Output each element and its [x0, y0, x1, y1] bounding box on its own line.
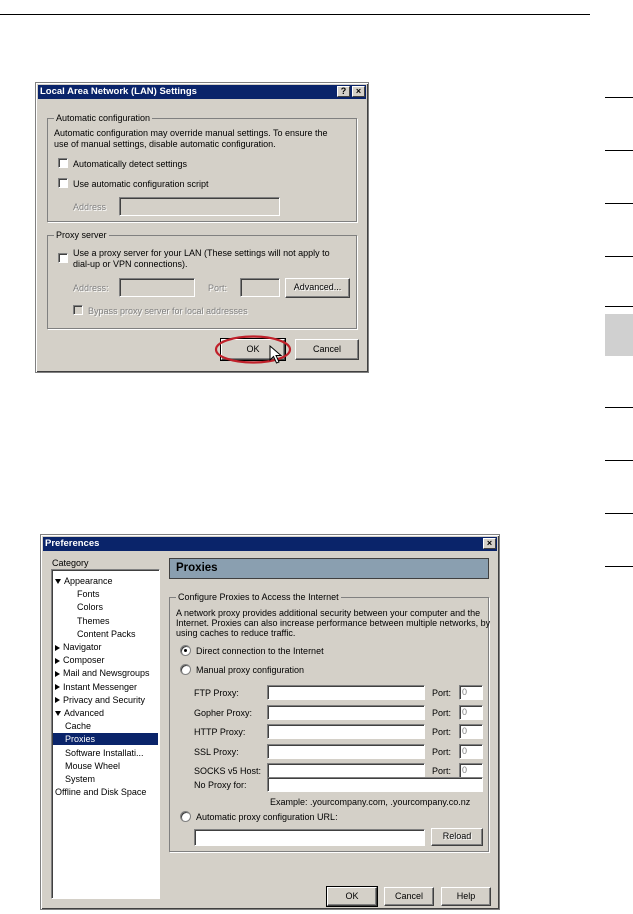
configure-proxies-legend: Configure Proxies to Access the Internet: [178, 592, 339, 602]
tree-item-label: Offline and Disk Space: [55, 787, 147, 798]
tree-item-label: Privacy and Security: [63, 694, 146, 705]
close-title-button[interactable]: ×: [352, 86, 365, 97]
reload-button[interactable]: Reload: [431, 828, 483, 846]
panel-header: [169, 558, 489, 579]
auto-script-checkbox[interactable]: [58, 178, 68, 188]
tree-item-label: System: [65, 774, 96, 784]
auto-config-group: [47, 113, 357, 222]
proxy-port-field[interactable]: [240, 278, 280, 297]
prefs-close-button[interactable]: ×: [483, 538, 496, 549]
tree-item[interactable]: [55, 667, 150, 679]
proxy-port-field[interactable]: 0: [459, 705, 483, 720]
no-proxy-label: No Proxy for:: [194, 780, 247, 790]
tree-item-label: Content Packs: [77, 628, 136, 639]
auto-proxy-url-field[interactable]: [194, 829, 425, 846]
use-proxy-label-line1: Use a proxy server for your LAN (These settings will not apply to: [73, 248, 330, 258]
auto-config-desc-line1: Automatic configuration may override manual settings. To ensure the: [54, 128, 328, 138]
proxy-host-label: SOCKS v5 Host:: [194, 766, 262, 776]
tree-item[interactable]: [55, 786, 146, 798]
tree-item[interactable]: [55, 641, 102, 653]
help-title-button[interactable]: ?: [337, 86, 350, 97]
proxy-address-label: Address:: [73, 283, 109, 293]
proxy-port-label: Port:: [208, 283, 228, 293]
tree-item-label: Advanced: [64, 708, 105, 718]
tree-item[interactable]: [55, 654, 105, 666]
no-proxy-field[interactable]: [267, 777, 483, 792]
no-proxy-example: Example: .yourcompany.com, .yourcompany.co.nz: [270, 797, 471, 807]
tree-item[interactable]: [77, 628, 136, 640]
auto-proxy-radio[interactable]: [180, 811, 191, 822]
proxy-host-field[interactable]: [267, 744, 425, 759]
auto-detect-label: Automatically detect settings: [73, 159, 188, 169]
manual-proxy-radio[interactable]: [180, 664, 191, 675]
proxy-host-field[interactable]: [267, 763, 425, 778]
tree-item[interactable]: [65, 760, 120, 772]
configure-proxies-group: [169, 592, 491, 852]
proxy-host-label: HTTP Proxy:: [194, 727, 246, 737]
tree-item-label: Composer: [63, 655, 105, 666]
tree-item[interactable]: [65, 773, 95, 785]
proxy-host-label: FTP Proxy:: [194, 688, 239, 698]
use-proxy-checkbox[interactable]: [58, 253, 68, 263]
tree-item[interactable]: [77, 615, 110, 627]
use-proxy-label-line2: dial-up or VPN connections).: [73, 259, 188, 269]
proxy-host-label: SSL Proxy:: [194, 746, 239, 757]
active-section-tab: [605, 314, 633, 356]
collapsed-arrow-icon[interactable]: [55, 697, 60, 703]
collapsed-arrow-icon[interactable]: [55, 684, 60, 690]
advanced-button[interactable]: Advanced...: [285, 278, 350, 298]
prefs-cancel-button[interactable]: Cancel: [384, 887, 434, 906]
proxy-port-field[interactable]: 0: [459, 763, 483, 778]
tree-item[interactable]: [55, 681, 137, 693]
expanded-arrow-icon[interactable]: [55, 579, 61, 584]
preferences-dialog: [40, 534, 500, 910]
category-tree: [51, 569, 160, 899]
tree-item[interactable]: [55, 707, 104, 719]
tree-item[interactable]: [77, 601, 103, 613]
tree-item-label: Mouse Wheel: [65, 760, 121, 771]
tree-item-label: Instant Messenger: [63, 681, 138, 692]
proxy-port-label: Port:: [432, 707, 452, 718]
proxy-desc-line1: A network proxy provides additional security between your computer and the: [176, 608, 481, 618]
proxy-host-field[interactable]: [267, 724, 425, 739]
tree-item[interactable]: [65, 720, 91, 732]
proxy-server-group: [47, 230, 357, 329]
lan-title-bar: [38, 85, 366, 99]
tree-item-label: Appearance: [64, 576, 113, 586]
tree-item-label: Themes: [77, 615, 110, 626]
tree-item-label: Fonts: [77, 589, 100, 600]
panel-title: Proxies: [176, 562, 218, 574]
prefs-title: Preferences: [45, 538, 100, 549]
proxy-port-label: Port:: [432, 766, 452, 776]
proxy-address-field[interactable]: [119, 278, 195, 297]
collapsed-arrow-icon[interactable]: [55, 645, 60, 651]
lan-cancel-button[interactable]: Cancel: [295, 339, 359, 360]
collapsed-arrow-icon[interactable]: [55, 658, 60, 664]
lan-ok-button[interactable]: OK: [221, 339, 285, 360]
proxy-host-field[interactable]: [267, 705, 425, 720]
mouse-cursor-icon: [269, 345, 283, 365]
proxy-desc-line3: using caches to reduce traffic.: [176, 628, 296, 638]
proxy-port-label: Port:: [432, 746, 452, 757]
tree-item[interactable]: [65, 747, 144, 759]
tree-item-label: Colors: [77, 602, 104, 613]
tree-item-label: Cache: [65, 721, 92, 732]
proxy-port-field[interactable]: 0: [459, 685, 483, 700]
proxy-host-label: Gopher Proxy:: [194, 707, 253, 718]
auto-script-label: Use automatic configuration script: [73, 179, 209, 189]
collapsed-arrow-icon[interactable]: [55, 671, 60, 677]
auto-proxy-label: Automatic proxy configuration URL:: [196, 812, 338, 822]
direct-connection-label: Direct connection to the Internet: [196, 646, 324, 656]
lan-title: Local Area Network (LAN) Settings: [40, 86, 197, 97]
proxy-port-field[interactable]: 0: [459, 724, 483, 739]
bypass-label: Bypass proxy server for local addresses: [88, 306, 248, 316]
tree-item[interactable]: [55, 694, 145, 706]
tree-item[interactable]: [53, 733, 158, 745]
expanded-arrow-icon[interactable]: [55, 711, 61, 716]
category-label: Category: [52, 558, 89, 568]
tree-item-label: Software Installati...: [65, 747, 144, 758]
direct-connection-radio[interactable]: [180, 645, 191, 656]
tree-item-label: Mail and Newsgroups: [63, 668, 150, 679]
bypass-checkbox[interactable]: [73, 305, 83, 315]
prefs-help-button[interactable]: Help: [441, 887, 491, 906]
auto-detect-checkbox[interactable]: [58, 158, 68, 168]
page-top-rule: [0, 14, 590, 15]
auto-config-legend: Automatic configuration: [56, 113, 151, 123]
tree-item[interactable]: [55, 575, 113, 587]
proxy-port-label: Port:: [432, 727, 452, 737]
script-address-label: Address: [73, 202, 107, 212]
prefs-title-bar: [43, 537, 497, 551]
proxy-port-field[interactable]: 0: [459, 744, 483, 759]
manual-proxy-label: Manual proxy configuration: [196, 665, 305, 675]
proxy-server-legend: Proxy server: [56, 230, 107, 240]
prefs-ok-button[interactable]: OK: [327, 887, 377, 906]
tree-item-label: Proxies: [65, 734, 96, 745]
tree-item[interactable]: [77, 588, 100, 600]
lan-settings-dialog: [35, 82, 369, 373]
proxy-port-label: Port:: [432, 688, 452, 698]
tree-item-label: Navigator: [63, 642, 102, 652]
auto-config-desc-line2: use of manual settings, disable automatic configuration.: [54, 139, 276, 149]
proxy-desc-line2: Internet. Proxies can also increase performance between multiple networks, by: [176, 618, 491, 628]
script-address-field[interactable]: [119, 197, 280, 216]
proxy-host-field[interactable]: [267, 685, 425, 700]
